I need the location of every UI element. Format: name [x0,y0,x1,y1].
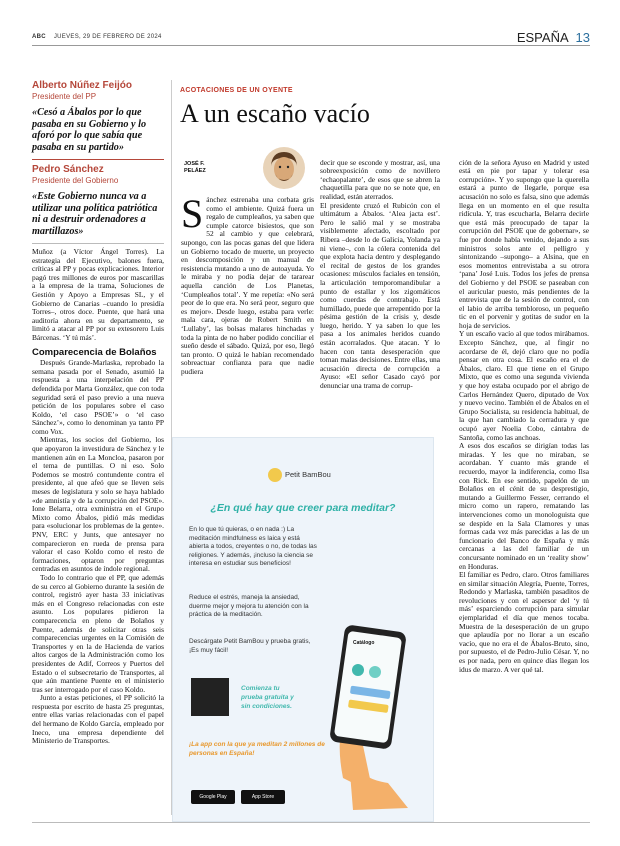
ad-slogan: ¡La app con la que ya meditan 2 millones de personas en España! [189,741,325,757]
qr-code[interactable] [191,678,229,716]
article-text: ánchez estrenaba una corbata gris como el ambiente. Quizá fuera un regalo de cumpleaños, ya saben que cumple catorce bisiestos, que son 52 al cambio y que celebrará, supongo, con las pocas ganas del que lidera un Gobierno tocado de muerte, un proyecto en descomposición y un manual de resistencia mutando a uno de autoayuda. Yo le miraba y no podía dejar de tararear aquella canción de Los Planetas, ‘Cumpleaños total’. Y me repetía: «No será peor de lo que era. No será peor, seguro que es mejor». Desde luego, estaba para verle: mala cara, ojeras de Robert Smith en ‘Lullaby’, las bolsas malares hinchadas y toda la pinta de no haber podido conciliar el sueño desde el sábado. Quizá, por eso, llegó tan pronto. O quizá le habían recomendado sobreactuar confianza para que nadie pudiera [181,195,314,376]
column-section: ACOTACIONES DE UN OYENTE [180,87,293,94]
quote-name: Pedro Sánchez [32,164,104,175]
quote-role: Presidente del PP [32,92,97,101]
body-paragraph: Después Grande-Marlaska, reprobado la semana pasada por el Senado, asumió la respuesta a una interpelación del PP defendida por Marta González, que con toda seguridad será el paso previo a una nueva petición de los populares sobre el caso Koldo, ‘el caso PSOE’» o ‘el caso Sánchez’», como lo denominan ya tanto PP como Vox. [32,358,164,436]
article-col-2 [320,150,440,391]
brand-logo-icon [268,468,282,482]
ad-text: Reduce el estrés, maneja la ansiedad, duerme mejor y mejora tu atención con la práctica de la meditación. [189,594,309,618]
google-play-button[interactable]: Google Play [191,790,235,804]
intro-paragraph: Muñoz (a Víctor Ángel Torres). La estrategia del Ejecutivo, balones fuera, críticas al PP y pocas explicaciones. Interior pagó tres millones de euros por mascarillas a la empresa de la trama, Soluciones de Gestión y Apoyo a Empresas SL, y el Gobierno de Canarias –cuando lo presidía Torres–, otros doce. Puente, que hará una auditoría ahora en su departamento, se limitó a atacar al PP por su extesorero Luis Bárcenas. ‘Y tú más’. [32,247,164,342]
quote-name: Alberto Núñez Feijóo [32,80,132,91]
ad-text: En lo que tú quieras, o en nada :) La meditación mindfulness es laica y está abierta a todos, creyentes o no, de todas las religiones. Y además, ¡incluso la ciencia se interesa en estudiar sus beneficios! [189,526,317,567]
author-portrait [262,146,306,190]
drop-cap: S [181,191,204,236]
brand-label: ABC [32,34,46,40]
article-text: ción de la señora Ayuso en Madrid y usted está en pie por tapar y tolerar esa corrupción». Y yo supongo que la querella estará a punto de llegarle, porque esa acusación no solo es falsa, sino que además llega en un momento en el que resulta ridícula. Y, tras escucharla, Belarra decirle que está más preocupado de tapar la corrupción del PSOE que de gobernar», se fue por donde había venido, dejando a sus ministros solos ante el pelligro y sintonizando –supongo– a Alsina, que en esos momentos entrevistaba a su otrora ‘pana’ José Luis. Todos los jefes de prensa del Gobierno y del PSOE se paseaban con el auricular puesto, más pendientes de la entrevista que de la sesión de control, con el labio de arriba tembloroso, un pequeño tic en el porvenir y gotitas de sudor en la hoja de servicios. Y un escaño vacío al que todos mirábamos. Excepto Sánchez, que, al fingir no acordarse de él, dejó claro que no podía pensar en otra cosa. El escaño era el de Ábalos, claro. El que tiene en el Grupo Mixto, que es como una segunda vivienda y que hoy estaba ocupado por el abrigo de Carlos Hernández Quero, diputado de Vox y nuevo vecino. También el de Ábalos en el Grupo Socialista, su residencia habitual, de la que han cambiado la cerradura y que ocupó ayer Noelia Cobo, cántabra de Santoña, como las anchoas. A esos dos escaños se dirigían todas las miradas. Y les que no miraban, se acordaban. Y cuanto más grande el recuerdo, mayor la indiferencia, como Ilsa con Rick. En ese sentido, papelón de un Bolaños en el cénit de su desprestigio, mutando a Guillermo Fesser, cerrando el micro como un rapero, rematando las intervenciones como un monologuista que se despide en la Sala Clamores y unas formas cada vez más parecidas a las de un funcionario del Banco de España y más cercanas a las del familiar de un concursante nominado en un ‘reality show’ en Honduras. El familiar es Pedro, claro. Otros familiares en similar situación Alegría, Puente, Torres, Redondo y Marlaska, también pasaditos de revoluciones y con el aspersor del ‘y tú más’ esparciendo corrupción para simular ejemplaridad el día que menos tocaba. Muestra de la desesperación de un grupo que aplaudía por no llorar a un escaño vacío, que no era el de Ábalos-Bruto, sino, por supuesto, el de Pedro-Julio César. Y, no es por nada, pero en quince días llegan los idus de marzo. A ver qué tal. [459,157,589,674]
subhead: Comparecencia de Bolaños [32,346,157,358]
body-paragraph: Junto a estas peticiones, el PP solicitó la respuesta por escrito de hasta 25 preguntas, entre ellas varias relacionadas con el papel del hermano de Koldo García, empleado por Ineco, una empresa dependiente del Ministerio de Transportes. [32,693,164,746]
page-header-right [517,30,590,45]
article-text: decir que se esconde y mostrar, así, una sobreexposición como de novillero ‘echaopalante’, de esos que se abren la chaquetilla para que no se note que, en realidad, están aterrados. El presidente cruzó el Rubicón con el ultimátum a Ábalos. ‘Alea jacta est’. Pero le salió mal y se mostraba visiblemente afectado, escoltado por Ribera –desde lo de Galicia, Yolanda ya ni viene–, con la cólera contenida del que explota hacia dentro y desplegando el recital de gestos de los grandes ocasiones: músculos faciales en tensión, la articulación temporomandibular a punto de estallar y los zigomáticos como cuerdas de contrabajo. Está humillado, puede que arrepentido por la pésima gestión de la crisis y, desde luego, herido. Y ya saben lo que les pasa a los animales heridos cuando están acorralados. Que atacan. Y lo hacen con tanta desesperación que toman malas decisiones. Entre ellas, una acusación directa de corrupción a Ayuso: «El señor Casado cayó por denunciar una trama de corrup- [320,157,440,391]
page-header-left [32,34,162,40]
divider [32,243,164,244]
phone-screen-title: Catálogo [353,640,375,646]
article-title: A un escaño vacío [180,99,370,128]
app-store-button[interactable]: App Store [241,790,285,804]
page-number: 13 [575,30,590,45]
advertisement [172,437,434,822]
article-col-3 [459,150,589,820]
section-label: ESPAÑA [516,30,568,45]
issue-date: JUEVES, 29 DE FEBRERO DE 2024 [53,34,162,40]
quote-text: «Cesó a Ábalos por lo que pasaba en su Gobierno y lo aforó por lo que sabía que pasaba en su partido» [32,107,147,153]
quote-text: «Este Gobierno nunca va a utilizar una política patriótica ni a destruir ordenadores a martillazos» [32,191,158,237]
quote-role: Presidente del Gobierno [32,176,119,185]
article-col-1 [181,191,314,376]
body-paragraph: Mientras, los socios del Gobierno, los que apoyaron la investidura de Sánchez y le mantienen aún en La Moncloa, pasaron por el tema de puntillas. O ni eso. Solo Podemos se mostró contundente contra el presidente, al que afeó que se lleven seis meses de legislatura y solo se haya hablado «de amnistía y de la corrupción del PSOE». Ione Belarra, otra exministra en el Grupo Mixto como Ábalos, pidió más medidas para «solucionar los problemas de la gente». PNV, ERC y Junts, que antesayer no comparecieron en rueda de prensa para valorar el caso Koldo como el resto de formaciones, optaron por preguntas centradas en asuntos de índole regional. [32,435,164,574]
body-paragraph: Todo lo contrario que el PP, que además de su cerco al Gobierno durante la sesión de control, registró ayer hasta 33 iniciativas más en el Congreso relacionadas con este asunto. Los populares pidieron la comparecencia en pleno de Bolaños y Puente, además de solicitar otras seis comparecencias urgentes en la Comisión de Transportes y en la de Hacienda de varios altos cargos de la Administración como los presidentes de Adif, Correos y Puertos del Estado o el subsecretario de Transportes, al que aún mantiene Puente en el ministerio tras ser interrogado por el caso Koldo. [32,572,164,694]
left-body [32,248,164,746]
ad-brand [268,468,331,482]
footer-rule [32,822,590,823]
ad-brand-name: Petit BamBou [285,469,331,479]
header-rule [32,45,590,46]
qr-caption: Comienza tu prueba gratuita y sin condiciones. [241,685,294,710]
left-column [32,80,164,746]
ad-headline: ¿En qué hay que creer para meditar? [210,502,396,514]
divider [32,159,164,160]
phone-illustration [313,578,428,813]
author-byline: JOSÉ F. PELÁEZ [184,161,206,174]
ad-text: Descárgate Petit BamBou y prueba gratis, ¡Es muy fácil! [189,638,311,654]
